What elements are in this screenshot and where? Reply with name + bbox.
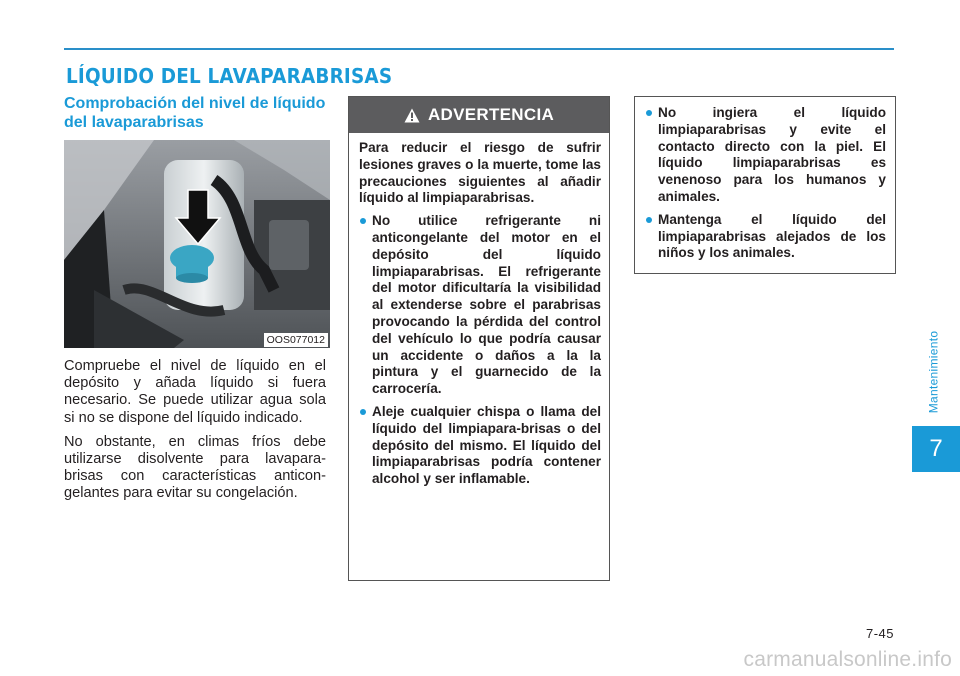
warning-bullet: No utilice refrigerante ni anticongelante del motor en el depósito del líquido limpiaparabrisas. El refrigerante del motor dificultaría la visibilidad al extenderse sobre el parabrisas provocando la pérdida del control del vehículo lo que podría causar un accidente o daños a la la pintura y el guarnecido de la carrocería. — [359, 213, 601, 398]
warning-bullet-list — [359, 213, 601, 488]
body-paragraph-1: Compruebe el nivel de líquido en el depósito y añada líquido si fuera necesario. Se puede utilizar agua sola si no se dispone del líquido indicado. — [64, 358, 326, 426]
chapter-side-label — [923, 322, 943, 422]
body-paragraph-2: No obstante, en climas fríos debe utilizarse disolvente para lavapara-brisas con características anticon-gelantes para evitar su congelación. — [64, 433, 326, 502]
chapter-tab: 7 — [912, 426, 960, 472]
section-title: LÍQUIDO DEL LAVAPARABRISAS — [66, 64, 393, 88]
warning-intro: Para reducir el riesgo de sufrir lesiones graves o la muerte, tome las precauciones siguientes al añadir líquido al limpiaparabrisas. — [359, 140, 601, 206]
warning-bullet: Aleje cualquier chispa o llama del líquido del limpiapara-brisas o del depósito del mismo. El líquido del limpiaparabrisas podría contener alcohol y ser inflamable. — [359, 404, 601, 488]
figure-code: OOS077012 — [264, 333, 328, 347]
page-number: 7-45 — [865, 626, 894, 641]
body-text — [64, 358, 326, 510]
warning-triangle-icon — [404, 108, 420, 123]
warning-body — [349, 133, 609, 488]
top-rule — [64, 48, 894, 50]
warning-heading: ADVERTENCIA — [427, 105, 555, 124]
section-subtitle: Comprobación del nivel de líquido del lavaparabrisas — [64, 95, 326, 131]
warning-header — [349, 97, 609, 133]
warning-box — [348, 96, 610, 581]
engine-bay-illustration — [64, 140, 330, 348]
warning-continuation-box — [634, 96, 896, 274]
chapter-name: Mantenimiento — [926, 330, 941, 414]
watermark: carmanualsonline.info — [743, 648, 952, 671]
continuation-bullet-list — [645, 105, 886, 262]
continuation-bullet: Mantenga el líquido del limpiaparabrisas alejados de los niños y los animales. — [645, 212, 886, 262]
continuation-bullet: No ingiera el líquido limpiaparabrisas y evite el contacto directo con la piel. El líquido limpiaparabrisas es venenoso para los humanos y animales. — [645, 105, 886, 206]
engine-bay-photo — [64, 140, 330, 348]
